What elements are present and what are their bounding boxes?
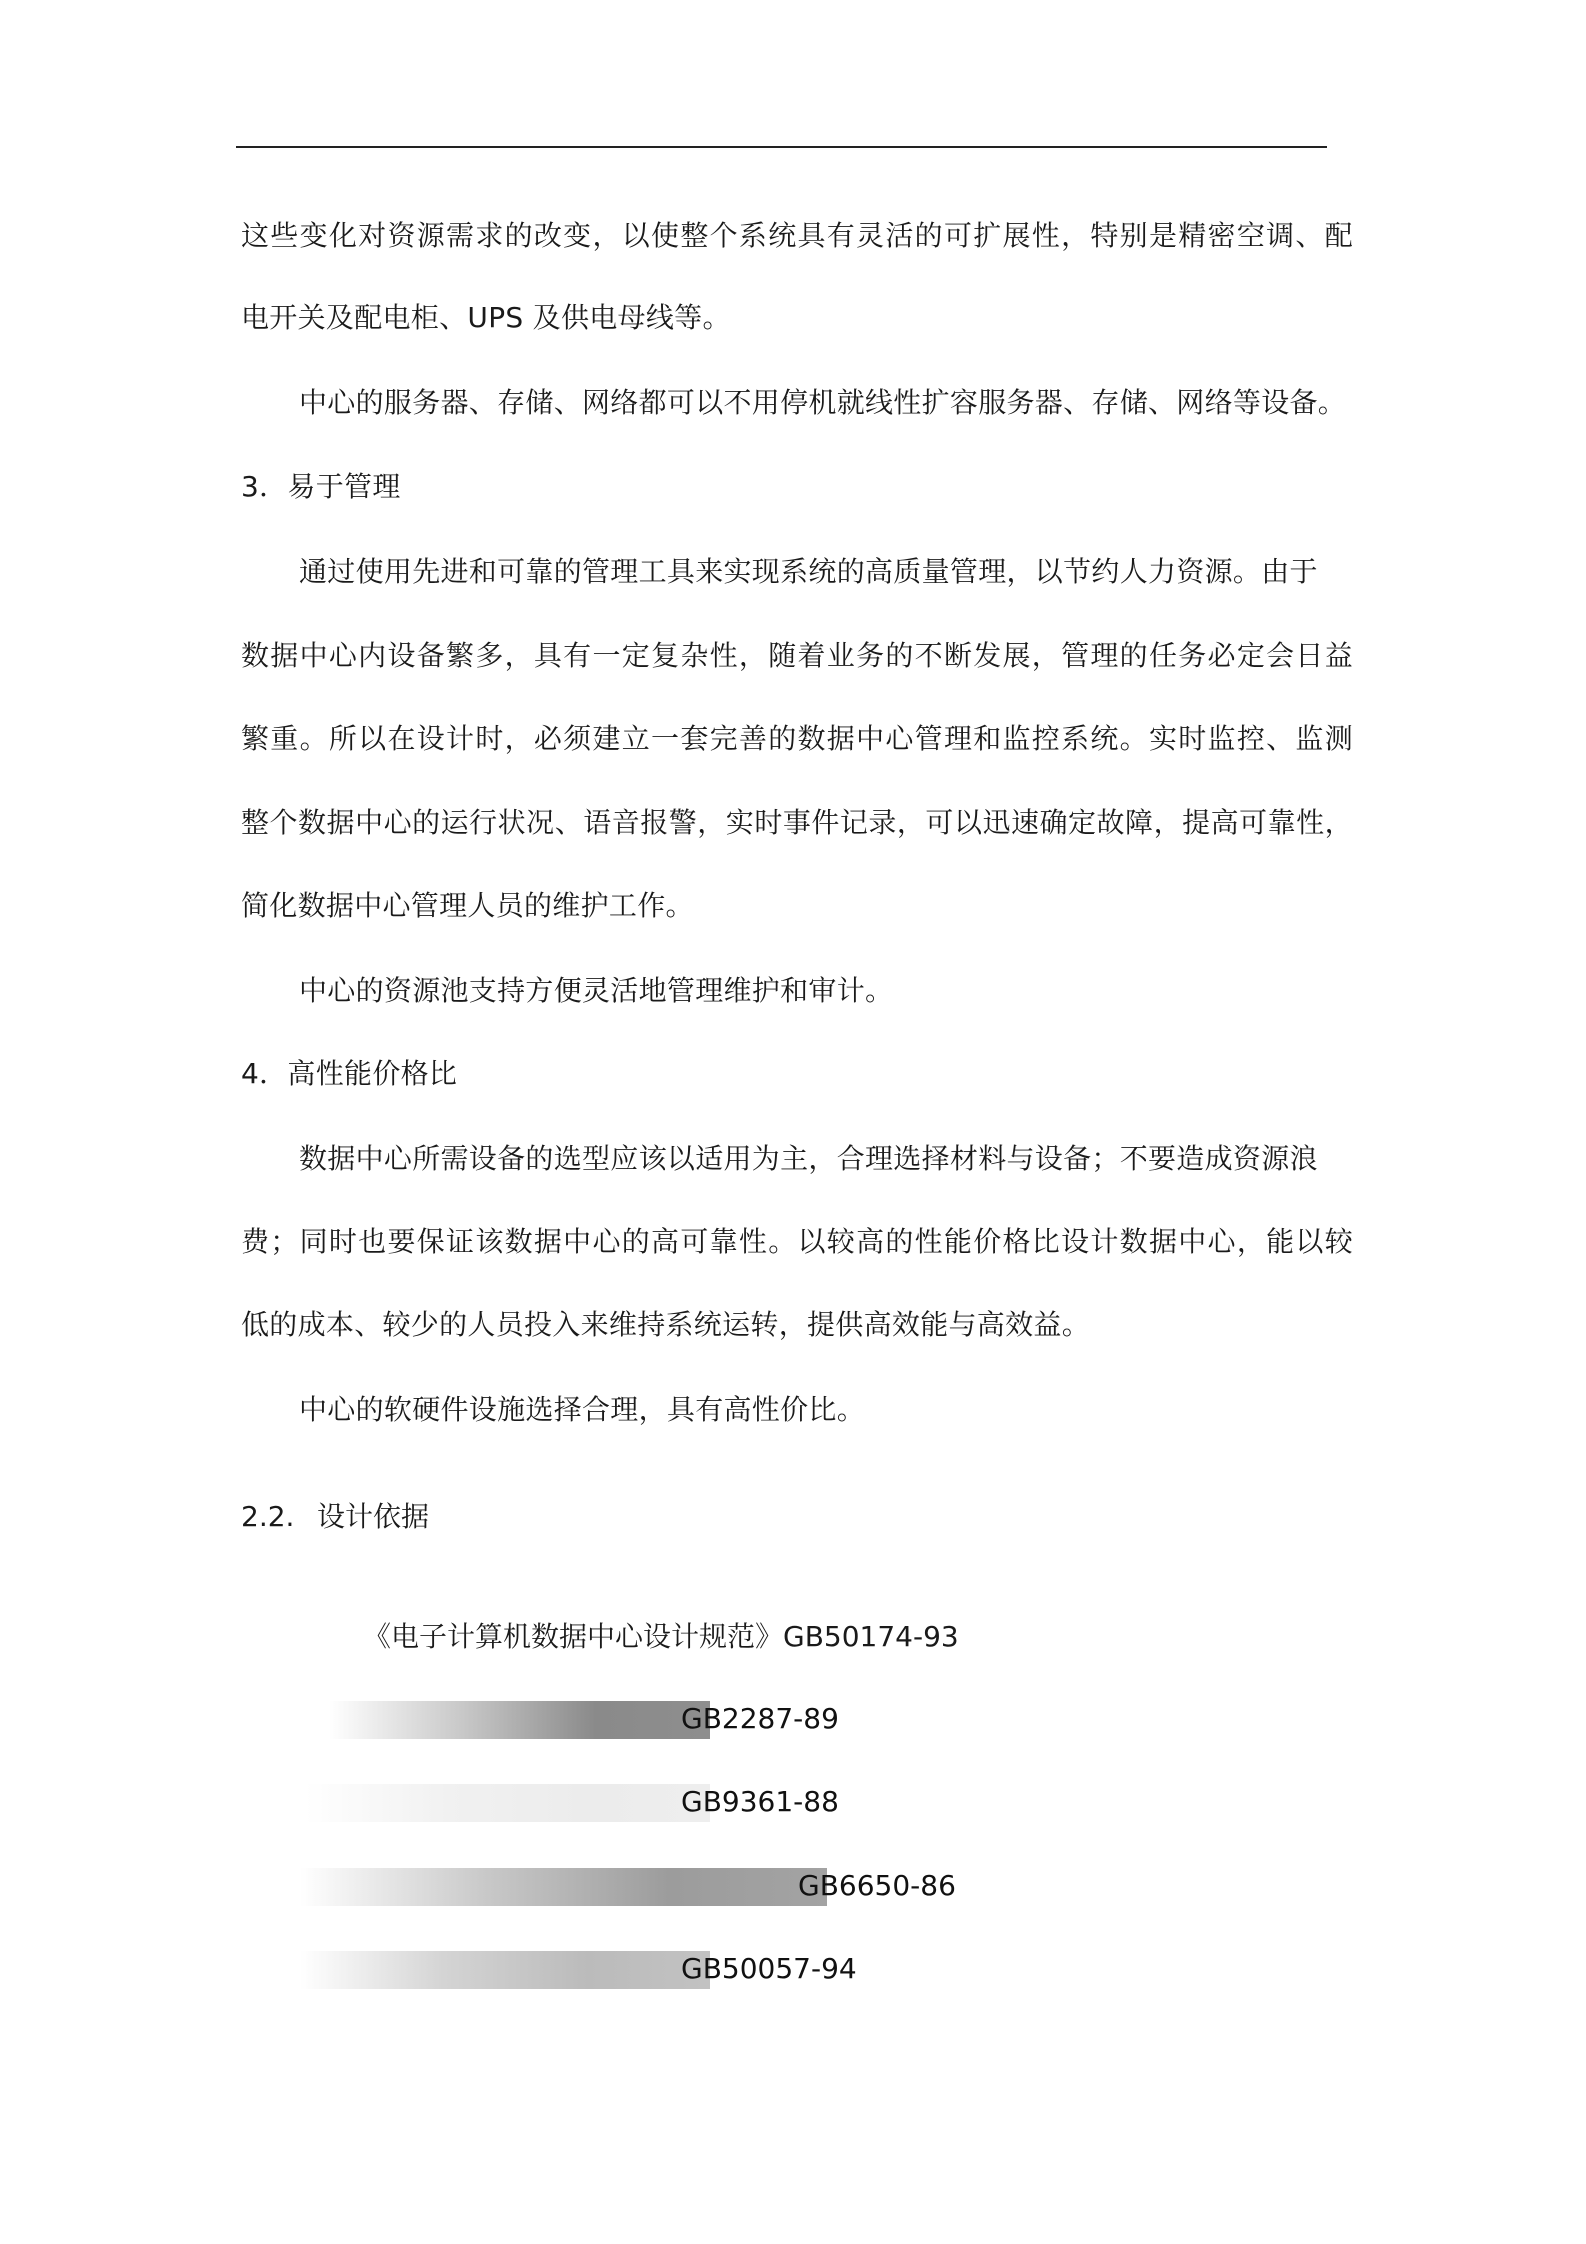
paragraph-line: 中心的资源池支持方便灵活地管理维护和审计。: [299, 974, 894, 1007]
reference-highlight-bar: [300, 1951, 710, 1989]
paragraph-line: 繁重。所以在设计时，必须建立一套完善的数据中心管理和监控系统。实时监控、监测: [241, 722, 1353, 755]
paragraph-line: 数据中心内设备繁多，具有一定复杂性，随着业务的不断发展，管理的任务必定会日益: [241, 639, 1353, 672]
reference-label: GB50057-94: [681, 1952, 857, 1985]
paragraph-line: 整个数据中心的运行状况、语音报警，实时事件记录，可以迅速确定故障，提高可靠性，: [241, 806, 1353, 839]
paragraph-line: 简化数据中心管理人员的维护工作。: [241, 889, 694, 922]
paragraph-line: 费；同时也要保证该数据中心的高可靠性。以较高的性能价格比设计数据中心，能以较: [241, 1225, 1353, 1258]
paragraph-line: 这些变化对资源需求的改变，以使整个系统具有灵活的可扩展性，特别是精密空调、配: [241, 219, 1353, 252]
section-title: 设计依据: [317, 1500, 430, 1533]
paragraph-line: 中心的软硬件设施选择合理，具有高性价比。: [299, 1393, 866, 1426]
paragraph-line: 电开关及配电柜、UPS 及供电母线等。: [241, 301, 731, 334]
reference-highlight-bar: [300, 1868, 827, 1906]
reference-gb50174: 《电子计算机数据中心设计规范》GB50174-93: [363, 1620, 959, 1653]
paragraph-line: 通过使用先进和可靠的管理工具来实现系统的高质量管理，以节约人力资源。由于: [299, 555, 1318, 588]
reference-label: GB6650-86: [798, 1869, 956, 1902]
header-rule: [236, 146, 1327, 148]
reference-highlight-bar: [305, 1784, 710, 1822]
reference-label: GB2287-89: [681, 1702, 839, 1735]
reference-label: GB9361-88: [681, 1785, 839, 1818]
paragraph-line: 数据中心所需设备的选型应该以适用为主，合理选择材料与设备；不要造成资源浪: [299, 1142, 1318, 1175]
reference-highlight-bar: [329, 1701, 710, 1739]
section-number: 2.2.: [241, 1500, 295, 1533]
paragraph-line: 中心的服务器、存储、网络都可以不用停机就线性扩容服务器、存储、网络等设备。: [299, 386, 1347, 419]
paragraph-line: 3．易于管理: [241, 470, 401, 503]
paragraph-line: 低的成本、较少的人员投入来维持系统运转，提供高效能与高效益。: [241, 1308, 1091, 1341]
section-heading-2-2: [241, 1500, 429, 1534]
paragraph-line: 4．高性能价格比: [241, 1057, 458, 1090]
